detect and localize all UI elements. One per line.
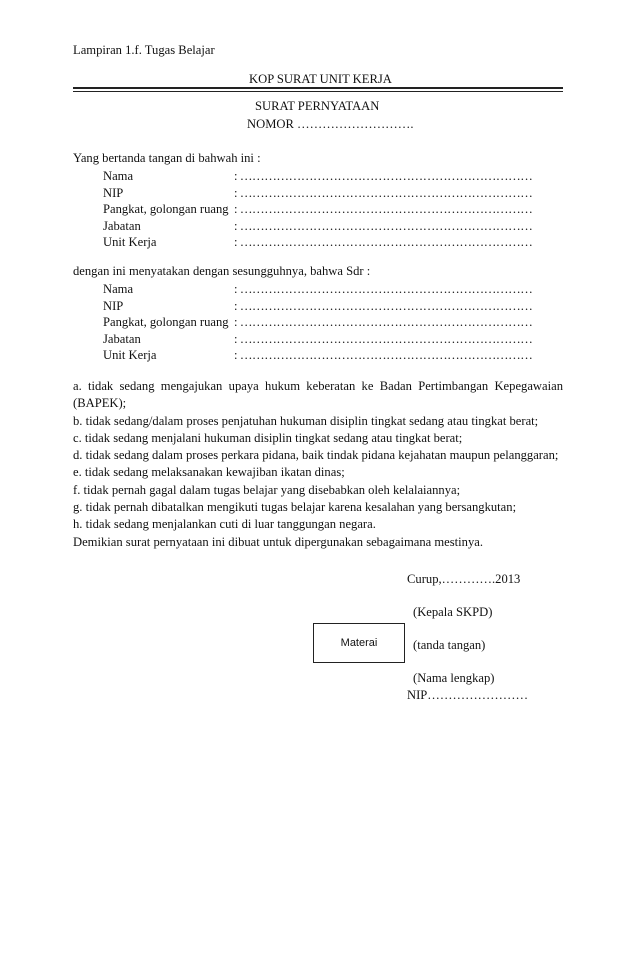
field-label: Unit Kerja [103,348,157,362]
field-label: Pangkat, golongan ruang [103,315,229,329]
section1-field-jabatan [103,218,533,234]
field-label: NIP [103,186,124,200]
materai-stamp-box [313,623,405,663]
statement-h: h. tidak sedang menjalankan cuti di luar tanggungan negara. [73,517,376,532]
field-value: : ……………………………………………………………… [234,282,533,296]
statement-e: e. tidak sedang melaksanakan kewajiban ikatan dinas; [73,465,345,480]
statement-b: b. tidak sedang/dalam proses penjatuhan hukuman disiplin tingkat sedang atau tingkat berat; [73,413,539,428]
closing-statement: Demikian surat pernyataan ini dibuat untuk dipergunakan sebagaimana mestinya. [73,534,483,549]
section2-field-unit-kerja [103,347,533,363]
signer-name: (Nama lengkap) [413,671,495,685]
lampiran-label: Lampiran 1.f. Tugas Belajar [73,43,215,57]
field-value: : ……………………………………………………………… [234,315,533,329]
signature-placeholder: (tanda tangan) [413,638,486,652]
field-label: Jabatan [103,332,141,346]
field-label: Pangkat, golongan ruang [103,202,229,216]
field-value: : ……………………………………………………………… [234,169,533,183]
section1-field-unit-kerja [103,234,533,250]
kop-title: KOP SURAT UNIT KERJA [249,72,392,86]
signer-nip: NIP…………………… [407,688,529,702]
field-label: Jabatan [103,219,141,233]
section1-field-nip [103,185,533,201]
field-value: : ……………………………………………………………… [234,202,533,216]
statements-list [73,378,563,551]
statement-g: g. tidak pernah dibatalkan mengikuti tugas belajar karena kesalahan yang bersangkutan; [73,500,517,515]
field-label: Nama [103,169,134,183]
statement-a: a. tidak sedang mengajukan upaya hukum keberatan ke Badan Pertimbangan Kepegawaian (BAPEK); [73,379,563,411]
section1-field-nama [103,168,533,184]
section1-intro: Yang bertanda tangan di bahwah ini : [73,151,261,165]
field-label: Nama [103,282,134,296]
field-value: : ……………………………………………………………… [234,235,533,249]
field-label: NIP [103,299,124,313]
section2-field-nama [103,281,533,297]
statement-d: d. tidak sedang dalam proses perkara pidana, baik tindak pidana kejahatan maupun pelanggaran; [73,448,559,463]
section2-field-jabatan [103,331,533,347]
field-value: : ……………………………………………………………… [234,186,533,200]
field-value: : ……………………………………………………………… [234,299,533,313]
field-value: : ……………………………………………………………… [234,219,533,233]
section2-field-pangkat [103,314,533,330]
field-label: Unit Kerja [103,235,157,249]
kop-divider-thick [73,87,563,89]
document-number: NOMOR ………………………. [247,117,414,131]
section1-field-pangkat [103,201,533,217]
statement-c: c. tidak sedang menjalani hukuman disiplin tingkat sedang atau tingkat berat; [73,430,463,445]
field-value: : ……………………………………………………………… [234,348,533,362]
field-value: : ……………………………………………………………… [234,332,533,346]
signer-position: (Kepala SKPD) [413,605,493,619]
kop-divider-thin [73,91,563,92]
section2-intro: dengan ini menyatakan dengan sesungguhnya, bahwa Sdr : [73,264,371,278]
statement-f: f. tidak pernah gagal dalam tugas belajar yang disebabkan oleh kelalaiannya; [73,482,461,497]
section2-field-nip [103,298,533,314]
place-date: Curup,………….2013 [407,572,521,586]
document-title: SURAT PERNYATAAN [255,99,380,113]
materai-label: Materai [340,637,378,649]
